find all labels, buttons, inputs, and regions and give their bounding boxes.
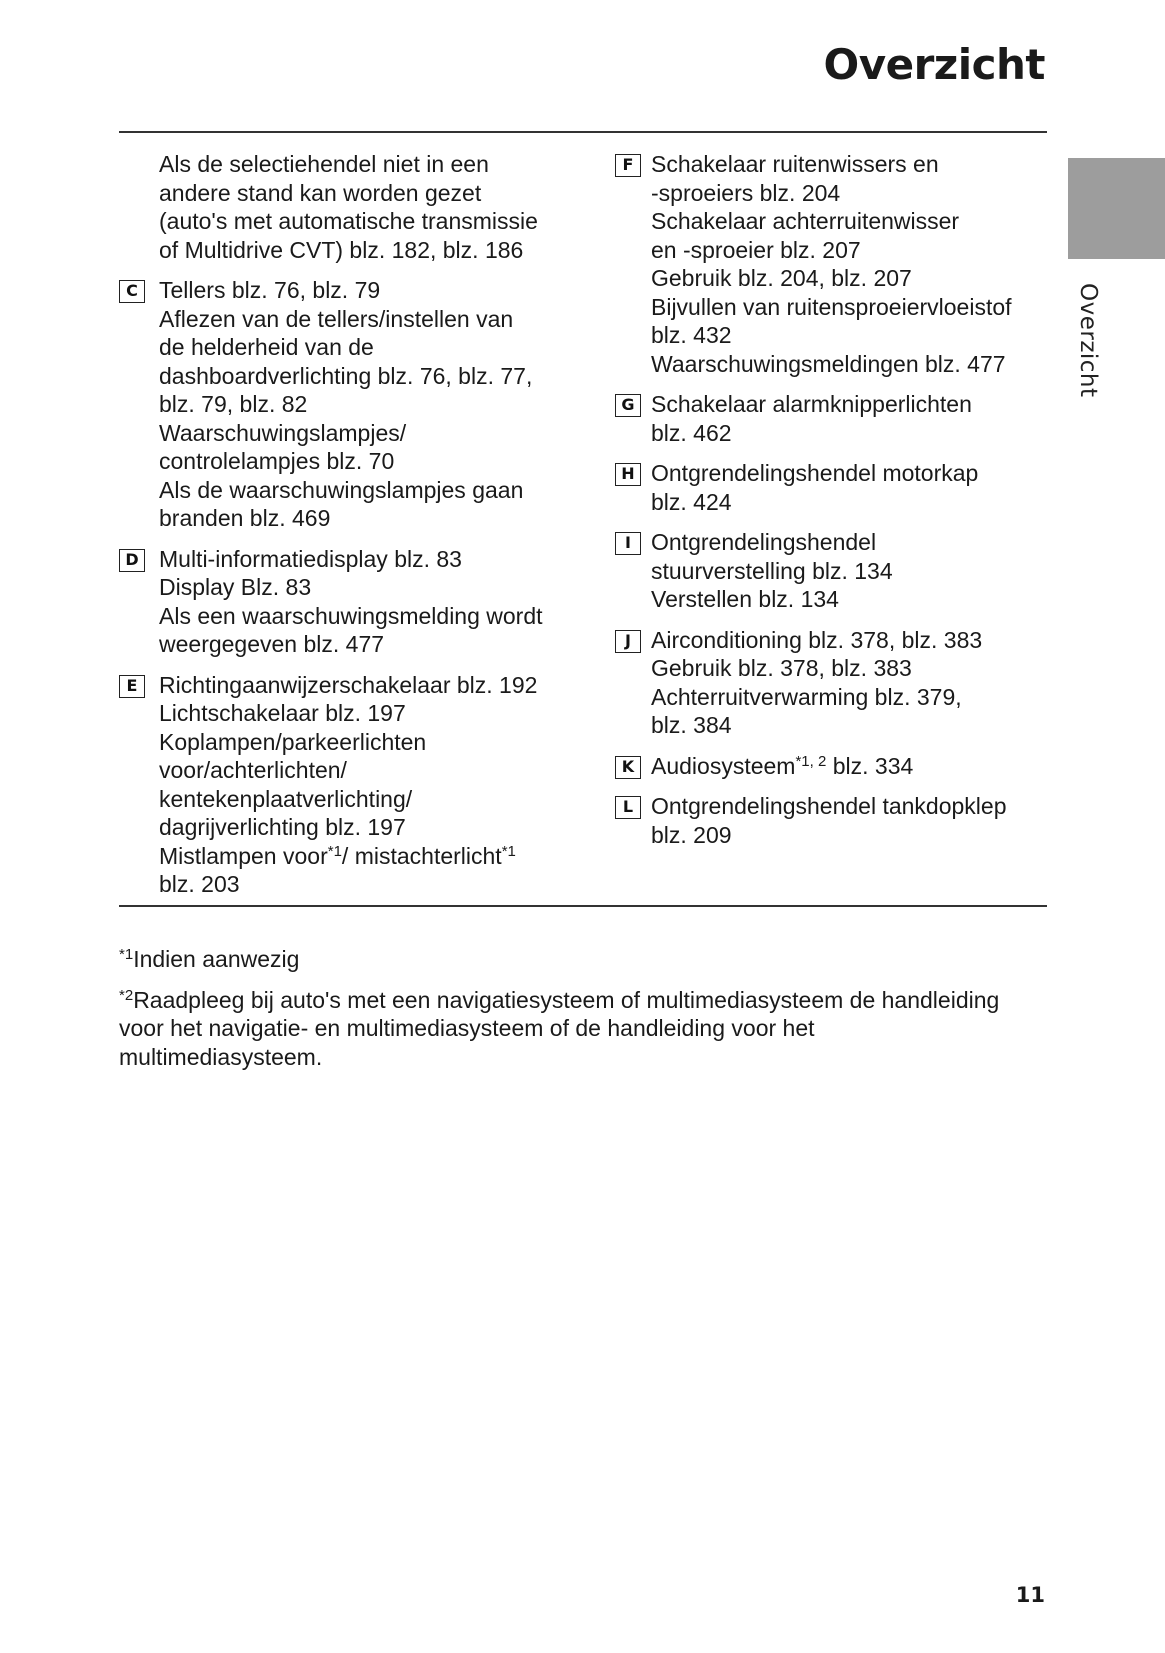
entry-line: blz. 209 [651, 821, 732, 848]
marker-d: D [119, 549, 145, 572]
footnote-mark: *1 [119, 946, 134, 963]
mist-lamp-line [159, 842, 569, 871]
top-divider [119, 131, 1047, 133]
intro-entry [119, 150, 569, 264]
entry-e [119, 671, 569, 899]
entry-l [615, 792, 1055, 849]
entry-line: Waarschuwingsmeldingen blz. 477 [651, 350, 1006, 377]
right-column [615, 150, 1055, 861]
entry-line: Ontgrendelingshendel motorkap [651, 460, 979, 486]
entry-line: -sproeiers blz. 204 [651, 179, 841, 206]
footnotes [119, 945, 1049, 1083]
footnote-ref: *1, 2 [795, 752, 827, 770]
entry-line: Multi-informatiedisplay blz. 83 [159, 545, 462, 572]
entry-line: Gebruik blz. 378, blz. 383 [651, 655, 912, 681]
entry-c [119, 276, 569, 533]
entry-line: blz. 203 [159, 871, 240, 897]
entry-line: Schakelaar achterruitenwisser [651, 208, 960, 234]
entry-k [615, 752, 1055, 781]
marker-f: F [615, 154, 641, 177]
entry-line: blz. 424 [651, 488, 732, 515]
entry-j [615, 626, 1055, 740]
footnote-2 [119, 986, 1049, 1072]
entry-line: Waarschuwingslampjes/ [159, 419, 407, 446]
entry-line: kentekenplaatverlichting/ [159, 785, 413, 812]
entry-line: blz. 432 [651, 322, 732, 348]
entry-line: Ontgrendelingshendel tankdopklep [651, 793, 1007, 819]
entry-line: Koplampen/parkeerlichten [159, 728, 427, 755]
footnote-ref: *1 [327, 842, 342, 860]
footnote-text: Raadpleeg bij auto's met een navigatiesysteem of multimediasysteem de handleiding [133, 986, 1000, 1013]
footnote-1 [119, 945, 1049, 974]
footnote-mark: *2 [119, 986, 134, 1004]
entry-g [615, 390, 1055, 447]
entry-line: Als een waarschuwingsmelding wordt [159, 602, 543, 629]
intro-line: of Multidrive CVT) blz. 182, blz. 186 [159, 236, 524, 263]
audio-line [651, 752, 1055, 781]
entry-line: branden blz. 469 [159, 505, 331, 531]
footnote-text: voor het navigatie- en multimediasysteem of de handleiding voor het [119, 1015, 815, 1041]
footnote-text: multimediasysteem. [119, 1043, 323, 1070]
entry-line: de helderheid van de [159, 334, 374, 360]
entry-d [119, 545, 569, 659]
page-number: 11 [1015, 1583, 1045, 1607]
entry-line: voor/achterlichten/ [159, 757, 347, 783]
marker-k: K [615, 756, 641, 779]
entry-line: Richtingaanwijzerschakelaar blz. 192 [159, 671, 538, 698]
entry-line: Gebruik blz. 204, blz. 207 [651, 265, 912, 291]
entry-i [615, 528, 1055, 614]
intro-line: andere stand kan worden gezet [159, 179, 482, 206]
entry-line: dagrijverlichting blz. 197 [159, 814, 406, 840]
marker-h: H [615, 463, 641, 486]
entry-line: Ontgrendelingshendel [651, 529, 877, 555]
entry-line: weergegeven blz. 477 [159, 631, 385, 657]
entry-line: Bijvullen van ruitensproeiervloeistof [651, 293, 1012, 320]
entry-line: Display Blz. 83 [159, 574, 312, 600]
audio-page: blz. 334 [826, 752, 914, 779]
entry-line: Lichtschakelaar blz. 197 [159, 700, 406, 726]
mist-rear-text: / mistachterlicht [341, 842, 502, 869]
marker-i: I [615, 532, 641, 555]
audio-text: Audiosysteem [651, 752, 796, 779]
entry-line: Als de waarschuwingslampjes gaan [159, 476, 524, 503]
marker-c: C [119, 280, 145, 303]
entry-line: Schakelaar ruitenwissers en [651, 151, 939, 177]
entry-line: blz. 462 [651, 419, 732, 446]
bottom-divider [119, 905, 1047, 907]
entry-line: Airconditioning blz. 378, blz. 383 [651, 626, 983, 653]
entry-line: Aflezen van de tellers/instellen van [159, 305, 514, 332]
entry-f [615, 150, 1055, 378]
left-column [119, 150, 569, 911]
intro-line: Als de selectiehendel niet in een [159, 151, 489, 177]
footnote-text: Indien aanwezig [133, 946, 300, 972]
entry-line: blz. 79, blz. 82 [159, 391, 308, 417]
entry-line: controlelampjes blz. 70 [159, 448, 395, 474]
entry-line: Verstellen blz. 134 [651, 586, 839, 612]
section-tab [1068, 158, 1165, 259]
marker-l: L [615, 796, 641, 819]
page-title: Overzicht [823, 40, 1045, 89]
entry-line: Tellers blz. 76, blz. 79 [159, 277, 381, 303]
entry-line: Schakelaar alarmknipperlichten [651, 391, 972, 417]
entry-line: en -sproeier blz. 207 [651, 236, 861, 263]
mist-front-text: Mistlampen voor [159, 842, 328, 869]
entry-line: dashboardverlichting blz. 76, blz. 77, [159, 362, 533, 389]
intro-line: (auto's met automatische transmissie [159, 208, 538, 234]
entry-h [615, 459, 1055, 516]
footnote-ref: *1 [501, 842, 516, 860]
marker-e: E [119, 675, 145, 698]
marker-g: G [615, 394, 641, 417]
entry-line: Achterruitverwarming blz. 379, [651, 683, 962, 710]
entry-line: stuurverstelling blz. 134 [651, 557, 893, 584]
entry-line: blz. 384 [651, 712, 732, 738]
section-tab-label: Overzicht [1075, 283, 1101, 398]
marker-j: J [615, 630, 641, 653]
